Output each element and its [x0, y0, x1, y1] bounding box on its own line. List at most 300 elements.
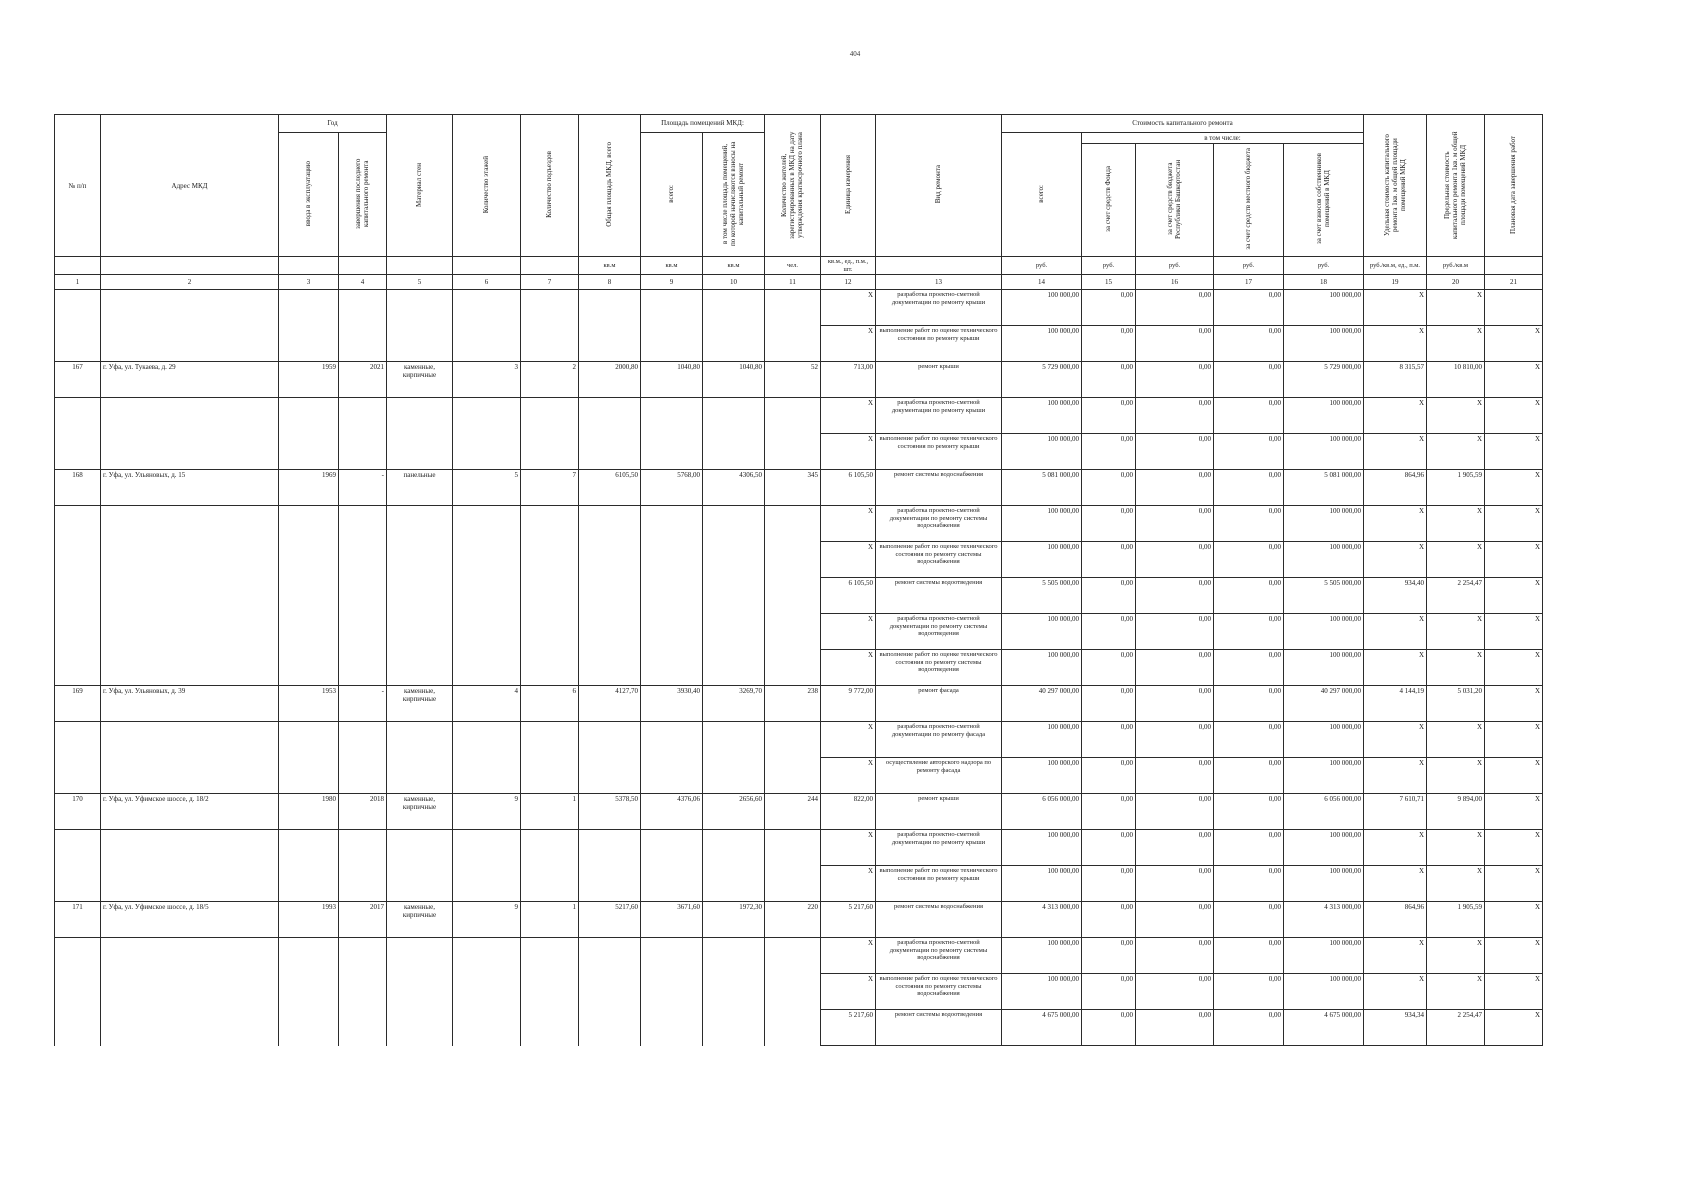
cell-y1: 1980: [279, 794, 339, 830]
cell-y2: [339, 398, 387, 434]
cell-local: 0,00: [1214, 434, 1284, 470]
cell-fund: 0,00: [1082, 974, 1136, 1010]
cell-max: 2 254,47: [1427, 1010, 1485, 1046]
table-row: [55, 614, 1543, 650]
cell-date: X: [1485, 1010, 1543, 1046]
cell-floors: 4: [453, 686, 521, 722]
cell-address: г. Уфа, ул. Ульяновых, д. 39: [101, 686, 279, 722]
cell-max: X: [1427, 758, 1485, 794]
column-number: 10: [703, 275, 765, 290]
cell-entr: 1: [521, 794, 579, 830]
cell-y1: 1953: [279, 686, 339, 722]
cell-no: [55, 1010, 101, 1046]
cell-entr: [521, 614, 579, 650]
cell-floors: [453, 938, 521, 974]
cell-fund: 0,00: [1082, 1010, 1136, 1046]
cell-meas: 5 217,60: [821, 1010, 876, 1046]
cell-owners: 100 000,00: [1284, 290, 1364, 326]
cell-area: [579, 506, 641, 542]
cell-meas: X: [821, 506, 876, 542]
column-number: 2: [101, 275, 279, 290]
cell-area: [579, 434, 641, 470]
cell-entr: [521, 542, 579, 578]
cell-rb: 0,00: [1136, 794, 1214, 830]
column-number: 8: [579, 275, 641, 290]
cell-local: 0,00: [1214, 326, 1284, 362]
cell-res: [765, 1010, 821, 1046]
cell-res: 238: [765, 686, 821, 722]
cell-wall: [387, 650, 453, 686]
header-max-cost: Предельная стоимость капитального ремонта 1кв. м общей площади помещений МКД: [1427, 115, 1485, 257]
cell-no: [55, 542, 101, 578]
cell-y1: [279, 974, 339, 1010]
cell-max: X: [1427, 650, 1485, 686]
unit-cell: кв.м: [579, 257, 641, 275]
cell-fund: 0,00: [1082, 650, 1136, 686]
cell-address: [101, 506, 279, 542]
cell-max: X: [1427, 866, 1485, 902]
cell-wall: [387, 398, 453, 434]
cell-max: 2 254,47: [1427, 578, 1485, 614]
cell-area: [579, 578, 641, 614]
cell-work: разработка проектно-сметной документации по ремонту системы водоснабжения: [876, 506, 1002, 542]
cell-wall: [387, 722, 453, 758]
cell-fund: 0,00: [1082, 866, 1136, 902]
cell-area: [579, 974, 641, 1010]
cell-floors: [453, 866, 521, 902]
cell-date: X: [1485, 794, 1543, 830]
cell-y2: [339, 326, 387, 362]
cell-unit: 864,96: [1364, 470, 1427, 506]
cell-owned: [703, 722, 765, 758]
cell-date: X: [1485, 830, 1543, 866]
unit-cell: [453, 257, 521, 275]
cell-rb: 0,00: [1136, 362, 1214, 398]
cell-address: г. Уфа, ул. Уфимское шоссе, д. 18/2: [101, 794, 279, 830]
cell-rb: 0,00: [1136, 686, 1214, 722]
cell-no: [55, 506, 101, 542]
cell-y1: [279, 542, 339, 578]
cell-rb: 0,00: [1136, 614, 1214, 650]
cell-address: [101, 866, 279, 902]
cell-y1: [279, 614, 339, 650]
cell-meas: X: [821, 326, 876, 362]
cell-floors: 9: [453, 902, 521, 938]
cell-local: 0,00: [1214, 650, 1284, 686]
cell-entr: [521, 578, 579, 614]
cell-meas: 6 105,50: [821, 470, 876, 506]
cell-y2: [339, 722, 387, 758]
table-row: [55, 470, 1543, 506]
cell-rb: 0,00: [1136, 398, 1214, 434]
cell-res: [765, 722, 821, 758]
repair-plan-table: [54, 114, 1543, 1046]
cell-meas: X: [821, 290, 876, 326]
cell-unit: X: [1364, 614, 1427, 650]
cell-work: выполнение работ по оценке технического состояния по ремонту крыши: [876, 326, 1002, 362]
cell-fund: 0,00: [1082, 542, 1136, 578]
unit-cell: кв.м: [703, 257, 765, 275]
cell-res: [765, 434, 821, 470]
cell-date: X: [1485, 902, 1543, 938]
cell-owned: 1972,30: [703, 902, 765, 938]
cell-owned: [703, 326, 765, 362]
cell-floors: [453, 326, 521, 362]
unit-cell: руб.: [1214, 257, 1284, 275]
cell-local: 0,00: [1214, 758, 1284, 794]
cell-owned: [703, 290, 765, 326]
cell-no: [55, 614, 101, 650]
cell-wall: [387, 578, 453, 614]
cell-work: ремонт системы водоснабжения: [876, 470, 1002, 506]
cell-fund: 0,00: [1082, 794, 1136, 830]
cell-res: [765, 326, 821, 362]
cell-fund: 0,00: [1082, 578, 1136, 614]
cell-prem: [641, 614, 703, 650]
cell-rb: 0,00: [1136, 1010, 1214, 1046]
cell-owned: [703, 974, 765, 1010]
cell-no: [55, 290, 101, 326]
header-total-area: Общая площадь МКД, всего: [579, 115, 641, 257]
header-cost-group: Стоимость капитального ремонта: [1002, 115, 1364, 133]
cell-area: 4127,70: [579, 686, 641, 722]
cell-y1: 1959: [279, 362, 339, 398]
cell-y2: -: [339, 686, 387, 722]
cell-local: 0,00: [1214, 398, 1284, 434]
table-row: [55, 290, 1543, 326]
cell-total: 4 313 000,00: [1002, 902, 1082, 938]
cell-rb: 0,00: [1136, 938, 1214, 974]
cell-work: ремонт крыши: [876, 362, 1002, 398]
cell-rb: 0,00: [1136, 650, 1214, 686]
unit-cell: руб.: [1284, 257, 1364, 275]
cell-unit: 4 144,19: [1364, 686, 1427, 722]
cell-y2: 2021: [339, 362, 387, 398]
cell-total: 100 000,00: [1002, 506, 1082, 542]
cell-address: [101, 974, 279, 1010]
cell-total: 100 000,00: [1002, 722, 1082, 758]
header-residents: Количество жителей, зарегистрированных в МКД на дату утверждения краткосрочного плана: [765, 115, 821, 257]
cell-max: X: [1427, 974, 1485, 1010]
cell-floors: [453, 290, 521, 326]
header-wall-material: Материал стен: [387, 115, 453, 257]
cell-total: 100 000,00: [1002, 974, 1082, 1010]
cell-unit: X: [1364, 398, 1427, 434]
cell-area: [579, 866, 641, 902]
cell-y2: [339, 938, 387, 974]
cell-y2: [339, 542, 387, 578]
cell-res: [765, 578, 821, 614]
cell-prem: [641, 830, 703, 866]
cell-work: осуществление авторского надзора по ремонту фасада: [876, 758, 1002, 794]
cell-fund: 0,00: [1082, 830, 1136, 866]
cell-floors: [453, 650, 521, 686]
cell-area: [579, 1010, 641, 1046]
column-number: 18: [1284, 275, 1364, 290]
cell-res: [765, 866, 821, 902]
cell-fund: 0,00: [1082, 470, 1136, 506]
cell-date: X: [1485, 542, 1543, 578]
cell-owned: 3269,70: [703, 686, 765, 722]
cell-entr: [521, 506, 579, 542]
cell-y2: [339, 506, 387, 542]
cell-floors: [453, 434, 521, 470]
header-entrances: Количество подъездов: [521, 115, 579, 257]
header-measure: Единица измерения: [821, 115, 876, 257]
cell-work: разработка проектно-сметной документации по ремонту крыши: [876, 290, 1002, 326]
cell-date: X: [1485, 722, 1543, 758]
table-row: [55, 398, 1543, 434]
cell-max: X: [1427, 938, 1485, 974]
cell-date: X: [1485, 578, 1543, 614]
cell-owned: [703, 866, 765, 902]
cell-area: [579, 326, 641, 362]
cell-owners: 100 000,00: [1284, 398, 1364, 434]
cell-wall: панельные: [387, 470, 453, 506]
cell-floors: [453, 398, 521, 434]
unit-cell: руб.: [1136, 257, 1214, 275]
cell-wall: [387, 1010, 453, 1046]
cell-owners: 5 505 000,00: [1284, 578, 1364, 614]
cell-meas: 6 105,50: [821, 578, 876, 614]
cell-meas: X: [821, 614, 876, 650]
cell-work: выполнение работ по оценке технического состояния по ремонту системы водоотведения: [876, 650, 1002, 686]
cell-fund: 0,00: [1082, 434, 1136, 470]
cell-no: 168: [55, 470, 101, 506]
table-row: [55, 866, 1543, 902]
cell-prem: [641, 650, 703, 686]
cell-work: выполнение работ по оценке технического состояния по ремонту крыши: [876, 866, 1002, 902]
cell-wall: [387, 326, 453, 362]
cell-prem: [641, 326, 703, 362]
cell-unit: 934,34: [1364, 1010, 1427, 1046]
cell-rb: 0,00: [1136, 830, 1214, 866]
header-premises-total: всего:: [641, 133, 703, 257]
cell-no: [55, 650, 101, 686]
header-unit-cost: Удельная стоимость капитального ремонта 1кв. м общей площади помещений МКД: [1364, 115, 1427, 257]
header-cost-owners: за счет взносов собственников помещений в МКД: [1284, 144, 1364, 257]
cell-owned: 2656,60: [703, 794, 765, 830]
cell-local: 0,00: [1214, 470, 1284, 506]
header-repair-type: Вид ремонта: [876, 115, 1002, 257]
cell-unit: X: [1364, 722, 1427, 758]
cell-no: [55, 326, 101, 362]
cell-owners: 100 000,00: [1284, 758, 1364, 794]
cell-prem: [641, 758, 703, 794]
cell-prem: [641, 542, 703, 578]
cell-entr: [521, 866, 579, 902]
cell-unit: 8 315,57: [1364, 362, 1427, 398]
cell-y1: [279, 398, 339, 434]
cell-area: [579, 650, 641, 686]
cell-wall: [387, 758, 453, 794]
cell-wall: каменные, кирпичные: [387, 686, 453, 722]
cell-y1: [279, 758, 339, 794]
cell-prem: 3671,60: [641, 902, 703, 938]
column-number: 12: [821, 275, 876, 290]
unit-cell: кв.м: [641, 257, 703, 275]
cell-owned: [703, 758, 765, 794]
cell-y2: [339, 434, 387, 470]
cell-date: X: [1485, 614, 1543, 650]
cell-unit: X: [1364, 434, 1427, 470]
cell-date: X: [1485, 974, 1543, 1010]
cell-y2: [339, 1010, 387, 1046]
cell-total: 100 000,00: [1002, 614, 1082, 650]
cell-entr: 6: [521, 686, 579, 722]
cell-wall: [387, 542, 453, 578]
cell-wall: каменные, кирпичные: [387, 794, 453, 830]
header-cost-rb-budget: за счет средств бюджета Республики Башкортостан: [1136, 144, 1214, 257]
cell-local: 0,00: [1214, 794, 1284, 830]
cell-y1: [279, 290, 339, 326]
cell-work: выполнение работ по оценке технического состояния по ремонту системы водоснабжения: [876, 974, 1002, 1010]
cell-unit: X: [1364, 830, 1427, 866]
cell-max: 1 905,59: [1427, 470, 1485, 506]
cell-address: [101, 830, 279, 866]
cell-area: [579, 398, 641, 434]
cell-date: X: [1485, 434, 1543, 470]
cell-wall: каменные, кирпичные: [387, 902, 453, 938]
cell-meas: X: [821, 722, 876, 758]
cell-total: 100 000,00: [1002, 290, 1082, 326]
column-number: 11: [765, 275, 821, 290]
cell-y2: [339, 614, 387, 650]
cell-floors: 9: [453, 794, 521, 830]
cell-no: [55, 866, 101, 902]
cell-wall: [387, 290, 453, 326]
cell-owners: 100 000,00: [1284, 938, 1364, 974]
cell-total: 4 675 000,00: [1002, 1010, 1082, 1046]
column-number: 16: [1136, 275, 1214, 290]
cell-res: [765, 650, 821, 686]
cell-wall: [387, 830, 453, 866]
cell-prem: [641, 398, 703, 434]
cell-local: 0,00: [1214, 866, 1284, 902]
cell-res: [765, 974, 821, 1010]
table-body: [55, 290, 1543, 1046]
cell-meas: X: [821, 758, 876, 794]
cell-local: 0,00: [1214, 902, 1284, 938]
table-row: [55, 758, 1543, 794]
cell-y1: [279, 722, 339, 758]
cell-res: 52: [765, 362, 821, 398]
cell-wall: [387, 506, 453, 542]
cell-y1: 1993: [279, 902, 339, 938]
cell-entr: [521, 1010, 579, 1046]
cell-y1: [279, 506, 339, 542]
cell-unit: X: [1364, 506, 1427, 542]
cell-area: 2000,80: [579, 362, 641, 398]
cell-meas: X: [821, 974, 876, 1010]
cell-local: 0,00: [1214, 578, 1284, 614]
cell-local: 0,00: [1214, 362, 1284, 398]
cell-address: [101, 290, 279, 326]
cell-owners: 100 000,00: [1284, 506, 1364, 542]
cell-prem: 5768,00: [641, 470, 703, 506]
cell-fund: 0,00: [1082, 362, 1136, 398]
column-number: 21: [1485, 275, 1543, 290]
cell-y1: [279, 326, 339, 362]
cell-meas: 9 772,00: [821, 686, 876, 722]
cell-fund: 0,00: [1082, 722, 1136, 758]
cell-meas: X: [821, 650, 876, 686]
cell-work: выполнение работ по оценке технического состояния по ремонту системы водоснабжения: [876, 542, 1002, 578]
cell-date: X: [1485, 362, 1543, 398]
cell-y1: [279, 938, 339, 974]
cell-meas: X: [821, 542, 876, 578]
header-premises-owned: в том числе площадь помещений, по которой начисляются взносы на капитальный ремонт: [703, 133, 765, 257]
column-number: 20: [1427, 275, 1485, 290]
cell-wall: [387, 938, 453, 974]
cell-area: [579, 758, 641, 794]
cell-max: X: [1427, 434, 1485, 470]
cell-owned: 4306,50: [703, 470, 765, 506]
cell-no: 171: [55, 902, 101, 938]
cell-no: 169: [55, 686, 101, 722]
table-row: [55, 326, 1543, 362]
cell-max: X: [1427, 506, 1485, 542]
cell-owned: [703, 578, 765, 614]
cell-total: 100 000,00: [1002, 866, 1082, 902]
cell-no: [55, 578, 101, 614]
cell-unit: X: [1364, 326, 1427, 362]
cell-meas: X: [821, 398, 876, 434]
cell-local: 0,00: [1214, 938, 1284, 974]
cell-entr: [521, 830, 579, 866]
table-row: [55, 794, 1543, 830]
cell-y1: 1969: [279, 470, 339, 506]
cell-address: г. Уфа, ул. Тукаева, д. 29: [101, 362, 279, 398]
cell-area: [579, 614, 641, 650]
cell-owned: 1040,80: [703, 362, 765, 398]
cell-date: X: [1485, 470, 1543, 506]
column-number: 9: [641, 275, 703, 290]
cell-rb: 0,00: [1136, 326, 1214, 362]
cell-fund: 0,00: [1082, 326, 1136, 362]
cell-floors: [453, 578, 521, 614]
cell-total: 100 000,00: [1002, 398, 1082, 434]
cell-date: X: [1485, 866, 1543, 902]
cell-floors: [453, 974, 521, 1010]
column-number: 6: [453, 275, 521, 290]
cell-y2: -: [339, 470, 387, 506]
cell-y2: [339, 290, 387, 326]
units-row: [55, 257, 1543, 275]
cell-wall: [387, 866, 453, 902]
cell-entr: 2: [521, 362, 579, 398]
cell-area: [579, 542, 641, 578]
header-no: № п/п: [55, 115, 101, 257]
table-row: [55, 542, 1543, 578]
cell-res: [765, 542, 821, 578]
cell-address: [101, 614, 279, 650]
cell-date: X: [1485, 398, 1543, 434]
table-row: [55, 722, 1543, 758]
unit-cell: руб.: [1002, 257, 1082, 275]
column-number: 1: [55, 275, 101, 290]
cell-work: ремонт системы водоотведения: [876, 1010, 1002, 1046]
cell-owned: [703, 614, 765, 650]
cell-date: X: [1485, 326, 1543, 362]
cell-unit: 864,96: [1364, 902, 1427, 938]
cell-owners: 5 729 000,00: [1284, 362, 1364, 398]
cell-no: [55, 974, 101, 1010]
cell-fund: 0,00: [1082, 398, 1136, 434]
cell-owned: [703, 434, 765, 470]
cell-y1: [279, 434, 339, 470]
table-row: [55, 686, 1543, 722]
